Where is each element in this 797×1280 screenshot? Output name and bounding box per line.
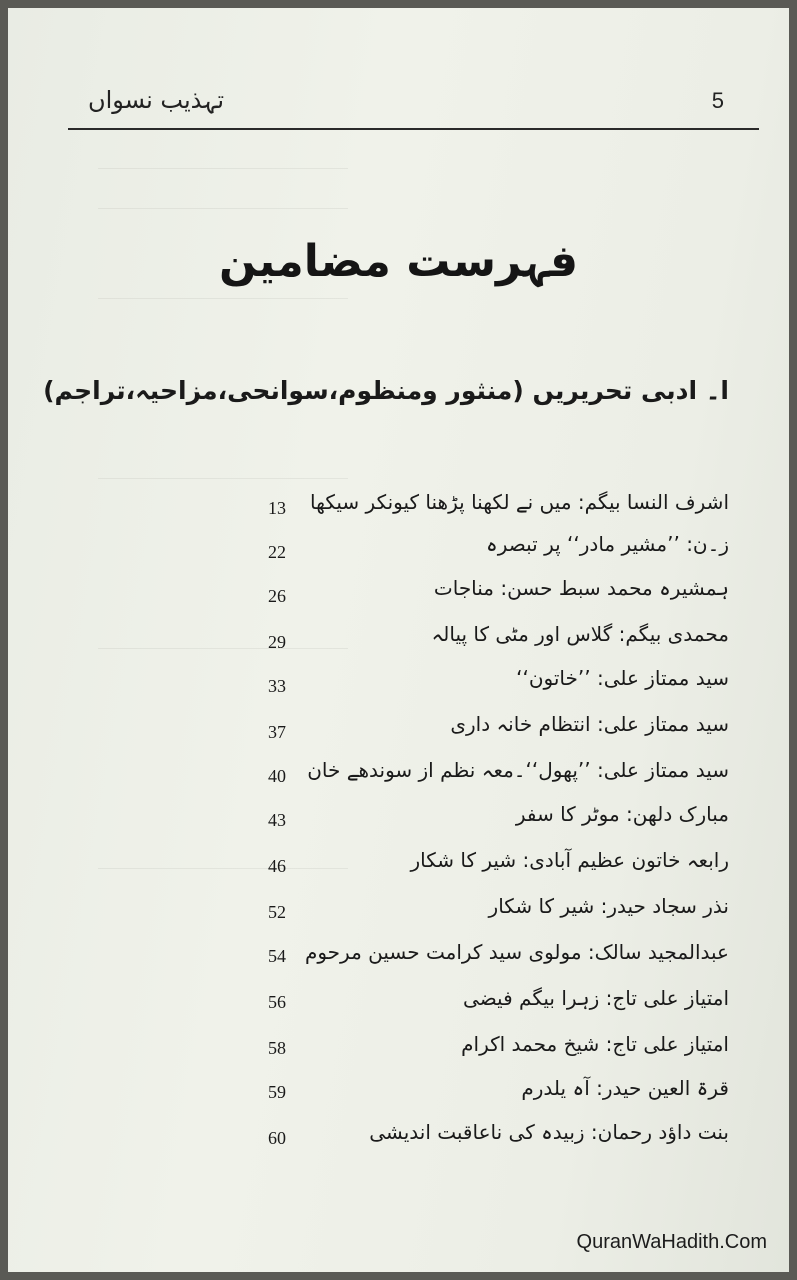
toc-entry-text: سید ممتاز علی: انتظام خانہ داری bbox=[450, 712, 729, 736]
toc-entry-text: مبارک دلھن: موٹر کا سفر bbox=[515, 802, 729, 826]
toc-entry-text: ہمشیرہ محمد سبط حسن: مناجات bbox=[433, 576, 729, 600]
toc-entry-page: 29 bbox=[268, 632, 286, 652]
toc-row bbox=[8, 708, 789, 748]
toc-row bbox=[8, 982, 789, 1022]
toc-entry-text: رابعہ خاتون عظیم آبادی: شیر کا شکار bbox=[410, 848, 729, 872]
toc-entry-page: 40 bbox=[268, 766, 286, 786]
book-page bbox=[8, 8, 789, 1272]
toc-entry-page: 54 bbox=[268, 946, 286, 966]
toc-entry-page: 22 bbox=[268, 542, 286, 562]
journal-title: تہذیب نسواں bbox=[88, 86, 224, 114]
section-heading: ا۔ ادبی تحریریں (منثور ومنظوم،سوانحی،مزاحیہ،تراجم) bbox=[43, 376, 729, 405]
toc-entry-text: قرۃ العین حیدر: آہ یلدرم bbox=[521, 1076, 729, 1100]
toc-row bbox=[8, 890, 789, 930]
toc-entry-text: محمدی بیگم: گلاس اور مٹی کا پیالہ bbox=[431, 622, 729, 646]
toc-entry-text: نذر سجاد حیدر: شیر کا شکار bbox=[488, 894, 729, 918]
toc-entry-page: 46 bbox=[268, 856, 286, 876]
toc-entry-page: 37 bbox=[268, 722, 286, 742]
bleed-line bbox=[98, 168, 348, 169]
toc-entry-page: 58 bbox=[268, 1038, 286, 1058]
toc-entry-text: بنت داؤد رحمان: زبیدہ کی ناعاقبت اندیشی bbox=[369, 1120, 729, 1144]
page-number: 5 bbox=[711, 88, 724, 113]
page-title: فہرست مضامین bbox=[218, 236, 579, 287]
toc-entry-page: 13 bbox=[268, 498, 286, 518]
toc-row bbox=[8, 618, 789, 658]
header-rule bbox=[68, 128, 759, 130]
toc-row bbox=[8, 844, 789, 884]
bleed-line bbox=[98, 298, 348, 299]
toc-entry-text: ز۔ن: ’’مشیر مادر‘‘ پر تبصرہ bbox=[486, 532, 729, 556]
toc-row bbox=[8, 800, 789, 840]
toc-row bbox=[8, 1072, 789, 1112]
toc-row bbox=[8, 664, 789, 704]
toc-entry-text: عبدالمجید سالک: مولوی سید کرامت حسین مرحوم bbox=[304, 940, 729, 964]
toc-entry-page: 43 bbox=[268, 810, 286, 830]
toc-entry-text: اشرف النسا بیگم: میں نے لکھنا پڑھنا کیونکر سیکھا bbox=[310, 490, 729, 514]
toc-entry-page: 33 bbox=[268, 676, 286, 696]
page-header bbox=[68, 80, 729, 128]
toc-entry-page: 26 bbox=[268, 586, 286, 606]
toc-entry-page: 52 bbox=[268, 902, 286, 922]
toc-row bbox=[8, 1026, 789, 1066]
toc-row bbox=[8, 936, 789, 976]
toc-row bbox=[8, 1116, 789, 1156]
site-watermark: QuranWaHadith.Com bbox=[576, 1231, 767, 1253]
toc-entry-text: امتیاز علی تاج: زہرا بیگم فیضی bbox=[463, 986, 729, 1010]
toc-entry-page: 59 bbox=[268, 1082, 286, 1102]
bleed-line bbox=[98, 208, 348, 209]
toc-row bbox=[8, 574, 789, 614]
toc-entry-page: 60 bbox=[268, 1128, 286, 1148]
toc-entry-text: سید ممتاز علی: ’’خاتون‘‘ bbox=[516, 666, 729, 690]
toc-entry-text: امتیاز علی تاج: شیخ محمد اکرام bbox=[461, 1032, 729, 1056]
toc-entry-page: 56 bbox=[268, 992, 286, 1012]
toc-row bbox=[8, 754, 789, 794]
toc-entry-text: سید ممتاز علی: ’’پھول‘‘۔معہ نظم از سوندھے خان bbox=[307, 758, 729, 782]
toc-row bbox=[8, 486, 789, 526]
bleed-line bbox=[98, 478, 348, 479]
toc-row bbox=[8, 530, 789, 570]
